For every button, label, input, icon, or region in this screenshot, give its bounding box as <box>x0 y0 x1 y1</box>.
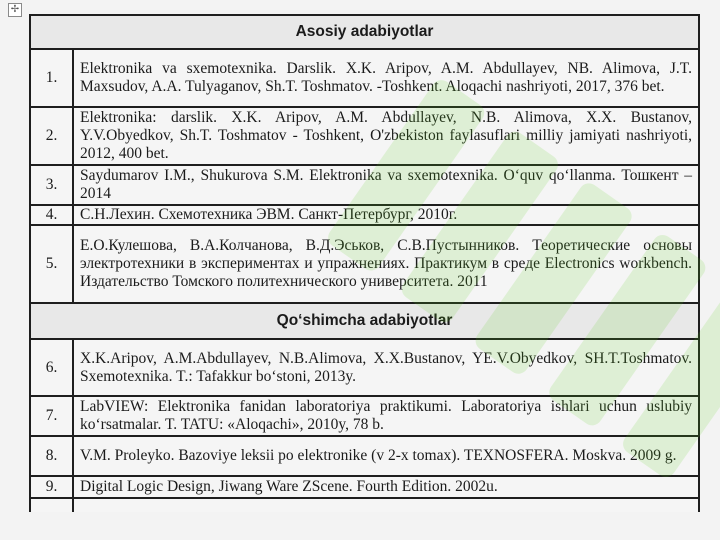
table-row <box>30 339 699 396</box>
table-row <box>30 436 699 476</box>
row-number: 6. <box>30 339 73 396</box>
table-row <box>30 476 699 498</box>
row-number: 4. <box>30 205 73 225</box>
row-number: 1. <box>30 49 73 107</box>
reference-text: С.Н.Лехин. Схемотехника ЭВМ. Санкт-Петербург, 2010г. <box>73 205 699 225</box>
row-number: 7. <box>30 396 73 436</box>
reference-text: Е.О.Кулешова, В.А.Колчанова, В.Д.Эськов, С.В.Пустынников. Теоретические основы электротехники в экспериментах и упражнениях. Практикум в среде Electronics workbench. Издательство Томского политехнического университета. 2011 <box>73 225 699 303</box>
table-row <box>30 205 699 225</box>
page-bottom-margin <box>0 512 720 540</box>
section-header-row <box>30 303 699 339</box>
table-row <box>30 165 699 205</box>
reference-text: Elektronika: darslik. X.K. Aripov, A.M. Abdullayev, N.B. Alimova, X.X. Bustanov, Y.V.Obyedkov, Sh.T. Toshmatov - Toshkent, O'zbekiston faylasuflari milliy jamiyati nashriyoti, 2012, 400 bet. <box>73 107 699 165</box>
row-number: 9. <box>30 476 73 498</box>
row-number: 8. <box>30 436 73 476</box>
table-row <box>30 49 699 107</box>
reference-text: Saydumarov I.M., Shukurova S.M. Elektronika va sxemotexnika. O‘quv qo‘llanma. Тошкент – 2014 <box>73 165 699 205</box>
reference-text: Elektronika va sxemotexnika. Darslik. X.K. Aripov, A.M. Abdullayev, NB. Alimova, J.T. Maxsudov, A.A. Tulyaganov, Sh.T. Toshmatov. -Toshkent. Aloqachi nashriyoti, 2017, 376 bet. <box>73 49 699 107</box>
reference-text: V.M. Proleyko. Bazoviye leksii po elektronike (v 2-x tomax). TEXNOSFERA. Moskva. 2009 g. <box>73 436 699 476</box>
section-header-row <box>30 15 699 49</box>
references-table <box>29 14 700 519</box>
section-title-main: Asosiy adabiyotlar <box>30 15 699 49</box>
section-title-extra: Qo‘shimcha adabiyotlar <box>30 303 699 339</box>
table-row <box>30 396 699 436</box>
move-icon[interactable]: ✢ <box>8 3 22 17</box>
reference-text: LabVIEW: Elektronika fanidan laboratoriya praktikumi. Laboratoriya ishlari uchun uslubiy ko‘rsatmalar. T. TATU: «Aloqachi», 2010y, 78 b. <box>73 396 699 436</box>
table-row <box>30 225 699 303</box>
row-number: 5. <box>30 225 73 303</box>
row-number: 3. <box>30 165 73 205</box>
row-number: 2. <box>30 107 73 165</box>
reference-text: X.K.Aripov, A.M.Abdullayev, N.B.Alimova, X.X.Bustanov, YE.V.Obyedkov, SH.T.Toshmatov. Sxemotexnika. T.: Tafakkur bo‘stoni, 2013y. <box>73 339 699 396</box>
reference-text: Digital Logic Design, Jiwang Ware ZScene. Fourth Edition. 2002u. <box>73 476 699 498</box>
table-row <box>30 107 699 165</box>
